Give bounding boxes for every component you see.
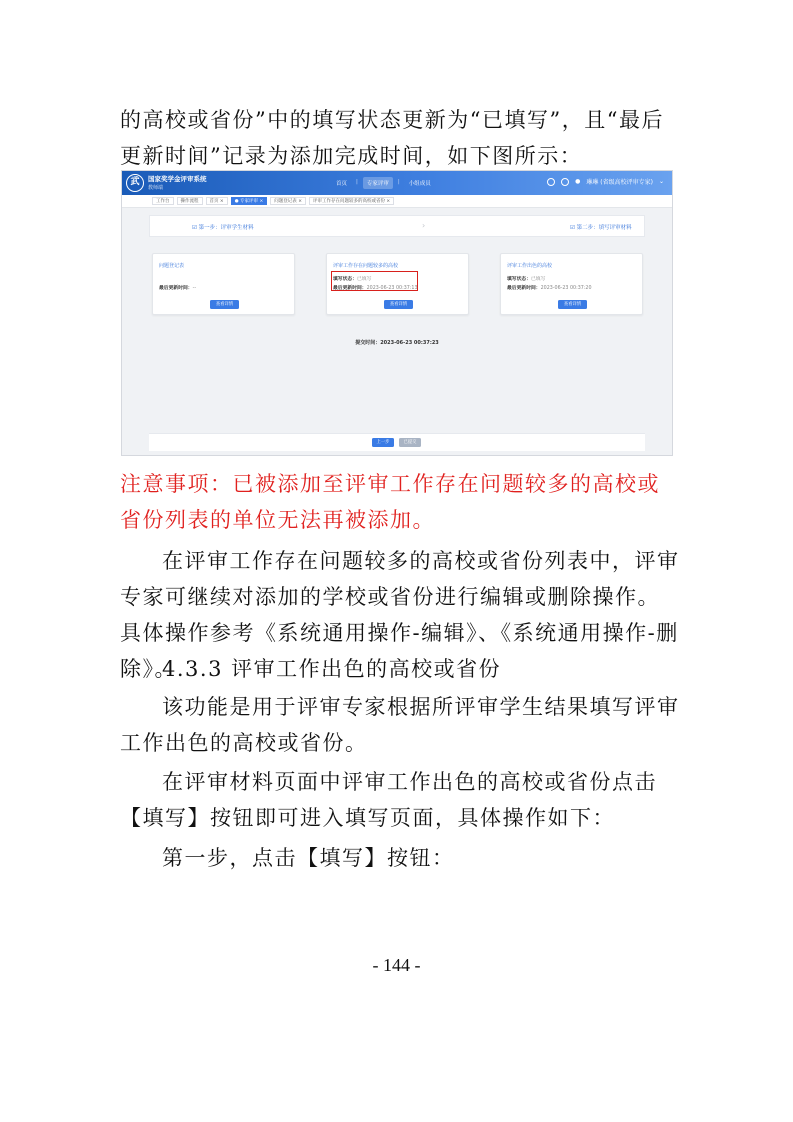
step-1[interactable]: ☑ 第一步：评审学生材料	[192, 225, 254, 231]
paragraph-intro: 的高校或省份”中的填写状态更新为“已填写”，且“最后更新时间”记录为添加完成时间，如下图所示：	[120, 108, 664, 168]
card-update-time: 最后更新时间：2023-06-23 00:37:20	[507, 286, 592, 291]
paragraph-function: 该功能是用于评审专家根据所评审学生结果填写评审工作出色的高校或省份。	[120, 695, 680, 755]
card-update-time: 最后更新时间：--	[159, 286, 197, 291]
step-2[interactable]: ☑ 第二步：填写评审材料	[570, 225, 632, 231]
help-icon[interactable]	[547, 178, 555, 186]
system-subtitle: 教师端	[148, 185, 164, 191]
header-tools	[547, 177, 664, 186]
system-title: 国家奖学金评审系统	[148, 175, 207, 183]
system-logo-icon: 武	[126, 174, 144, 192]
tab-problem-schools[interactable]: 评审工作存在问题较多的高校或省份 ×	[309, 197, 394, 205]
page-number: - 144 -	[372, 955, 421, 975]
embedded-screenshot	[121, 170, 673, 456]
card-problem-schools	[326, 253, 469, 315]
view-details-button[interactable]: 查看详情	[558, 300, 587, 309]
card-title: 评审工作存在问题较多的高校	[333, 263, 399, 269]
paragraph-edit-delete: 在评审工作存在问题较多的高校或省份列表中，评审专家可继续对添加的学校或省份进行编辑或删除操作。具体操作参考《系统通用操作-编辑》、《系统通用操作-删除》。	[120, 549, 680, 681]
submitted-button[interactable]: 已提交	[399, 438, 421, 447]
bell-icon[interactable]	[561, 178, 569, 186]
tab-home[interactable]: 首页 ×	[206, 197, 228, 205]
tab-workbench[interactable]: 工作台	[152, 197, 174, 205]
card-fill-status: 填写状态：已填写	[333, 277, 372, 282]
top-header	[122, 171, 672, 195]
card-update-time: 最后更新时间：2023-06-23 00:37:13	[333, 286, 418, 291]
card-issue-register	[152, 253, 295, 315]
tab-process[interactable]: 操作流程	[177, 197, 203, 205]
nav-separator: |	[356, 179, 358, 185]
prev-step-button[interactable]: 上一步	[372, 438, 394, 447]
tab-expert-review[interactable]: ● 专家评审 ×	[231, 197, 268, 205]
chevron-right-icon: ›	[422, 221, 426, 230]
nav-expert-review[interactable]: 专家评审	[363, 177, 393, 189]
paragraph-step-one: 第一步，点击【填写】按钮：	[162, 846, 455, 870]
view-details-button[interactable]: 查看详情	[210, 300, 239, 309]
card-title: 评审工作出色的高校	[507, 263, 553, 269]
step-indicator	[149, 215, 645, 237]
footer-bar	[149, 433, 645, 451]
nav-home[interactable]: 首页	[336, 181, 348, 187]
tab-bar	[122, 195, 672, 208]
card-fill-status: 填写状态：已填写	[507, 277, 546, 282]
card-excellent-schools	[500, 253, 643, 315]
submit-time: 提交时间：2023-06-23 00:37:23	[355, 340, 439, 346]
paragraph-steps-intro: 在评审材料页面中评审工作出色的高校或省份点击【填写】按钮即可进入填写页面，具体操作如下：	[120, 770, 657, 830]
chevron-down-icon[interactable]: ⌄	[658, 178, 664, 185]
view-details-button[interactable]: 查看详情	[384, 300, 413, 309]
user-avatar-icon: ●	[575, 178, 581, 185]
note-paragraph: 注意事项：已被添加至评审工作存在问题较多的高校或省份列表的单位无法再被添加。	[120, 472, 660, 532]
nav-group-members[interactable]: 小组成员	[408, 181, 431, 187]
top-nav	[332, 177, 435, 189]
nav-separator: |	[397, 179, 400, 185]
section-heading: 4.3.3 评审工作出色的高校或省份	[162, 657, 502, 681]
card-title: 问题登记表	[159, 263, 185, 269]
tab-issue-register[interactable]: 问题登记表 ×	[270, 197, 306, 205]
user-name[interactable]: 琳琳 (省级高校评审专家)	[586, 179, 653, 186]
